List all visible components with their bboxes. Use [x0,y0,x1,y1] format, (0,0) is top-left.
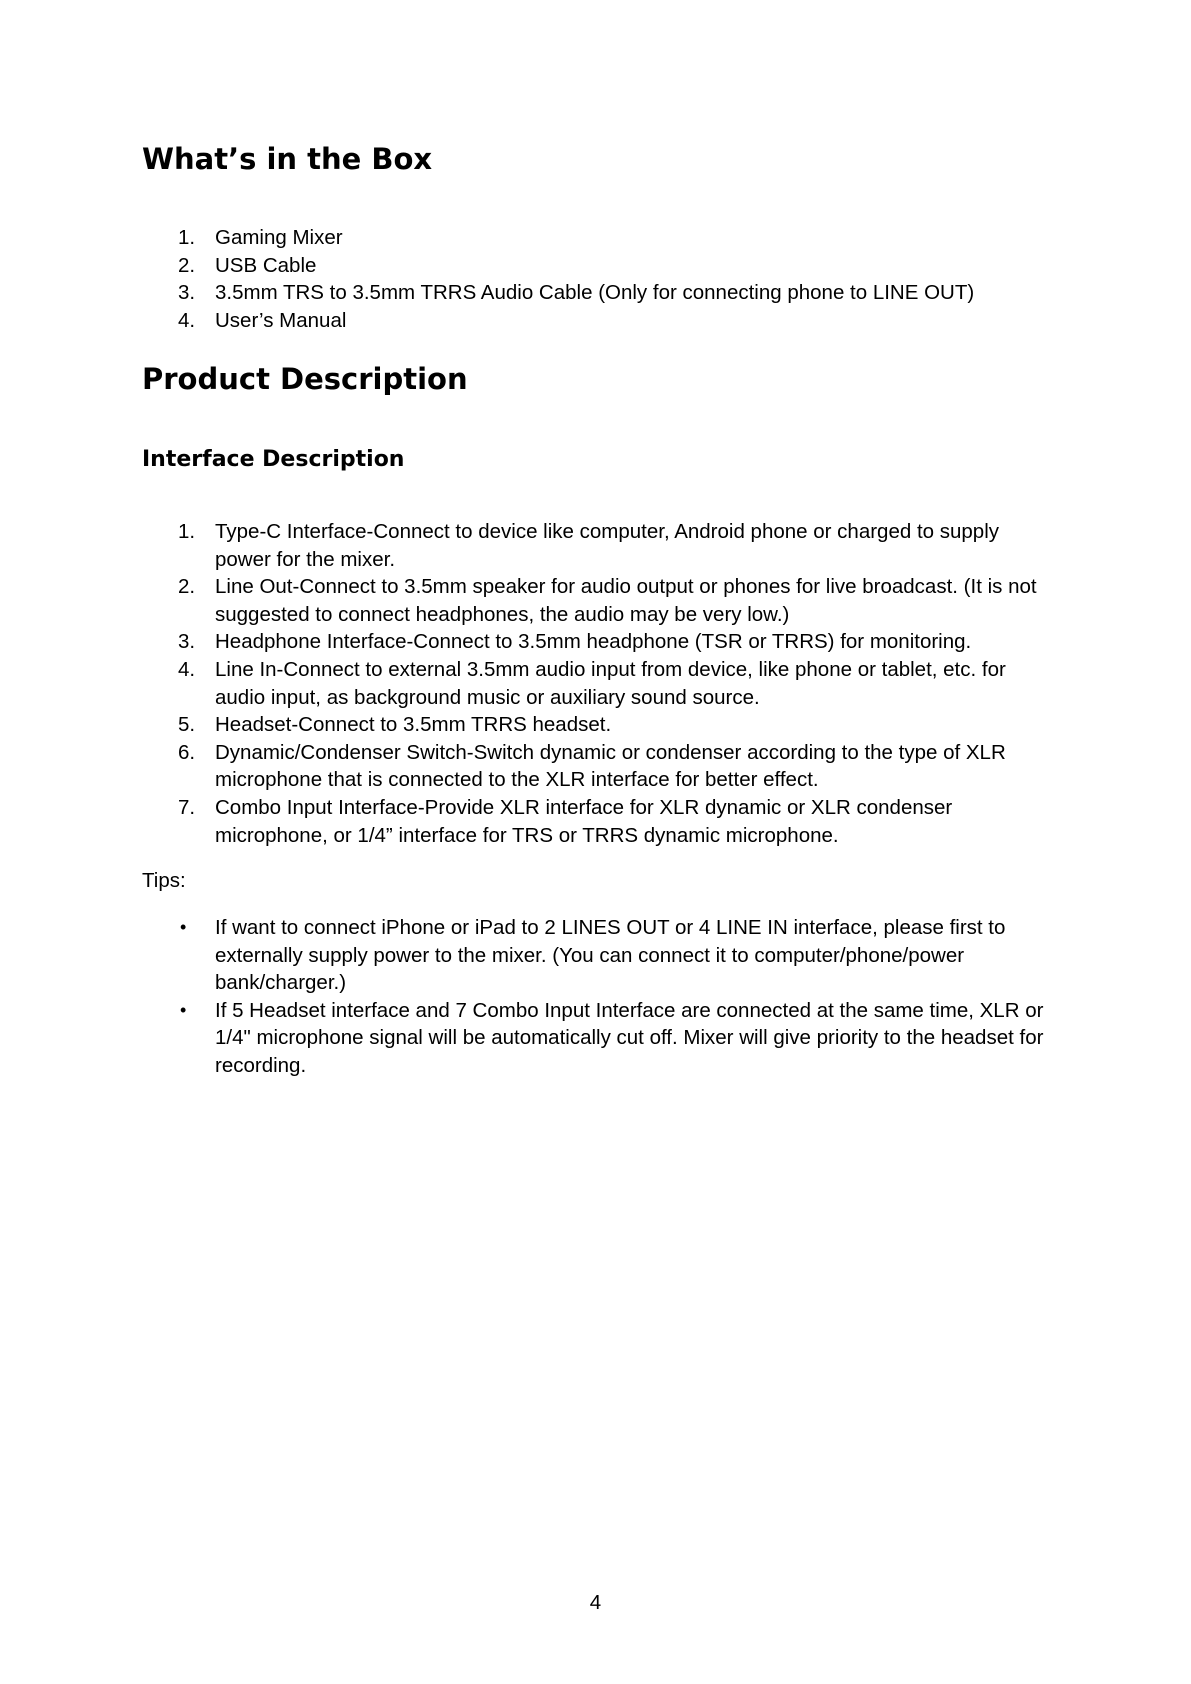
list-number: 4. [178,308,196,332]
list-number: 3. [178,281,196,305]
heading-product-description: Product Description [142,362,468,396]
list-item [142,997,1057,1080]
list-text: USB Cable [215,253,317,277]
list-number: 2. [178,253,196,277]
list-text: User’s Manual [215,308,347,332]
box-contents-list [142,224,1057,334]
list-number: 2. [178,575,196,599]
list-number: 5. [178,713,196,737]
list-item [142,914,1057,997]
list-number: 4. [178,657,196,681]
interface-description-list [142,518,1057,849]
list-text: Headphone Interface-Connect to 3.5mm headphone (TSR or TRRS) for monitoring. [215,630,972,654]
list-text: If want to connect iPhone or iPad to 2 LINES OUT or 4 LINE IN interface, please first to externally supply power to the mixer. (You can connect it to computer/phone/power bank/charger.) [215,916,1006,995]
list-number: 7. [178,795,196,819]
list-item [142,279,1057,307]
list-number: 3. [178,630,196,654]
page-number: 4 [589,1591,602,1614]
list-item [142,711,1057,739]
list-item [142,252,1057,280]
list-item [142,518,1057,573]
heading-interface-description: Interface Description [142,447,405,472]
bullet-icon: • [180,917,187,937]
list-item [142,307,1057,335]
list-item [142,224,1057,252]
list-number: 1. [178,226,196,249]
list-item [142,794,1057,849]
list-text: Type-C Interface-Connect to device like computer, Android phone or charged to supply power for the mixer. [215,520,1000,571]
list-text: Line Out-Connect to 3.5mm speaker for audio output or phones for live broadcast. (It is not suggested to connect headphones, the audio may be very low.) [215,575,1037,626]
list-text: Line In-Connect to external 3.5mm audio input from device, like phone or tablet, etc. for audio input, as background music or auxiliary sound source. [215,657,1006,709]
list-item [142,628,1057,656]
bullet-icon: • [180,999,187,1020]
list-number: 6. [178,740,196,764]
tips-label: Tips: [142,869,186,892]
heading-whats-in-the-box: What’s in the Box [142,142,433,176]
list-item [142,656,1057,711]
list-text: Dynamic/Condenser Switch-Switch dynamic or condenser according to the type of XLR microphone that is connected to the XLR interface for better effect. [215,740,1006,792]
list-item [142,573,1057,628]
list-text: Headset-Connect to 3.5mm TRRS headset. [215,713,612,737]
list-text: Gaming Mixer [215,226,343,249]
list-text: 3.5mm TRS to 3.5mm TRRS Audio Cable (Only for connecting phone to LINE OUT) [215,281,975,305]
list-item [142,739,1057,794]
list-number: 1. [178,520,196,543]
list-text: Combo Input Interface-Provide XLR interface for XLR dynamic or XLR condenser microphone, or 1/4” interface for TRS or TRRS dynamic microphone. [215,795,953,847]
tips-list [142,914,1057,1080]
list-text: If 5 Headset interface and 7 Combo Input Interface are connected at the same time, XLR or 1/4" microphone signal will be automatically cut off. Mixer will give priority to the headset for recording. [215,998,1044,1077]
